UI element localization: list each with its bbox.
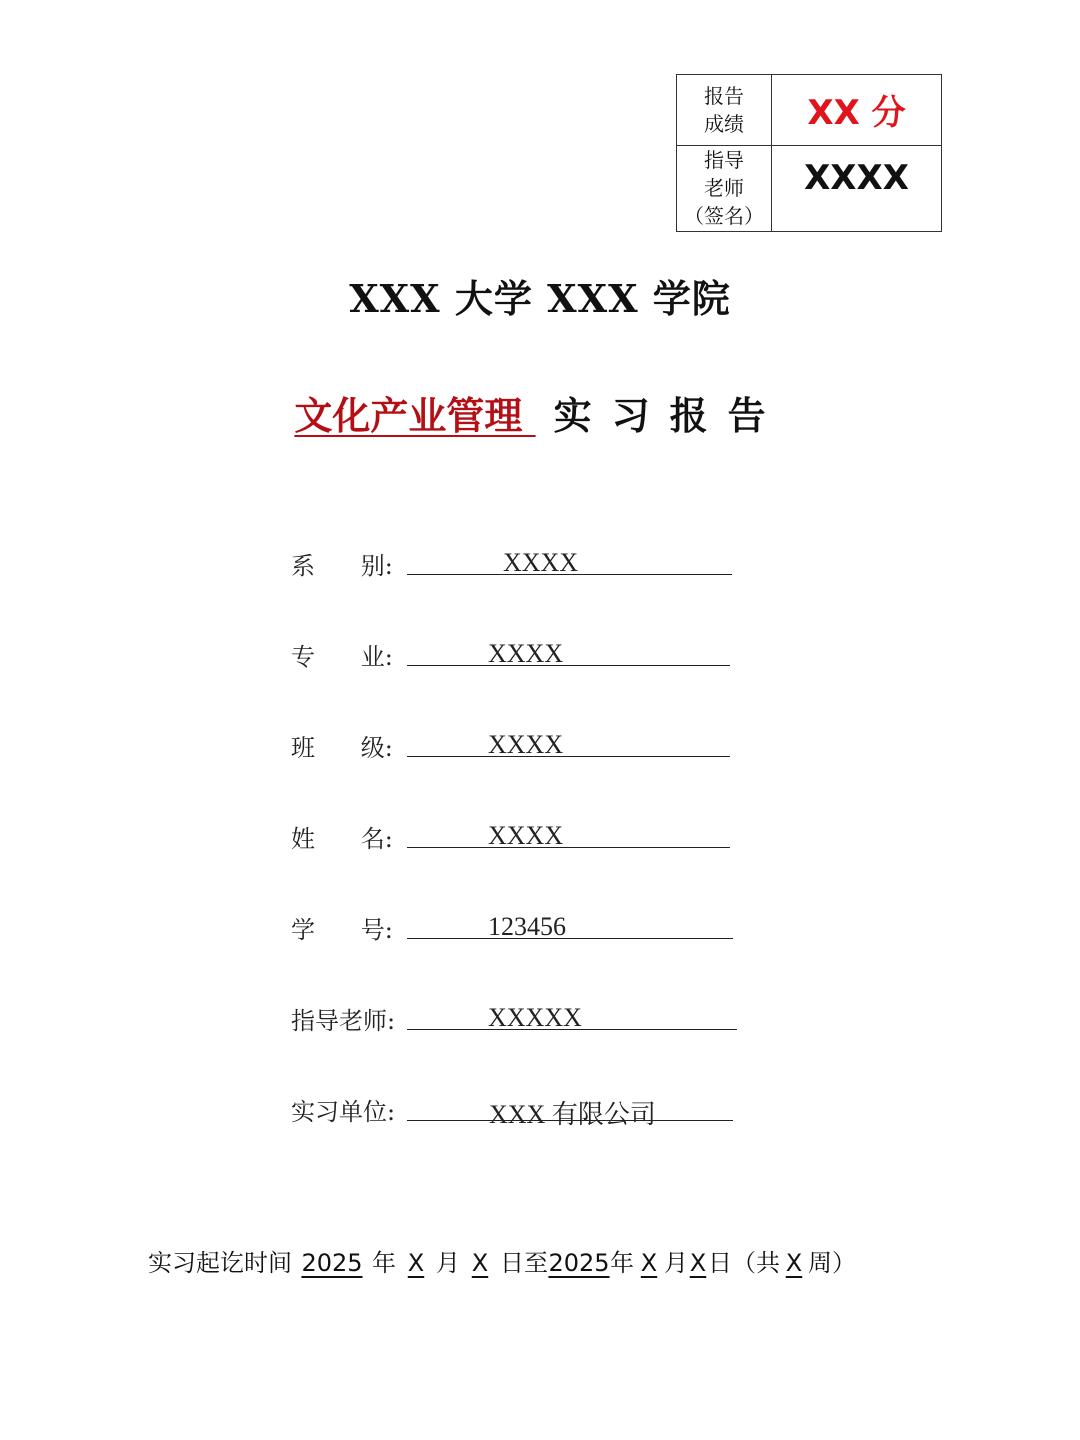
field-label: 实习单位: (291, 1098, 396, 1126)
teacher-sign-row (677, 145, 942, 231)
field-label: 指导老师: (291, 1007, 396, 1035)
field-underline (407, 904, 733, 939)
field-value: XXXXX (488, 1003, 582, 1032)
field-value: XXXX (488, 730, 564, 759)
field-label: 班 级: (291, 734, 393, 762)
score-value (772, 75, 942, 146)
score-label (677, 75, 772, 146)
start-year: 2025 (301, 1249, 363, 1277)
score-table (676, 74, 942, 232)
field-student-id (291, 904, 751, 944)
university-title: XXX 大学 XXX 学院 (349, 276, 731, 321)
teacher-sign-label (677, 145, 772, 231)
field-underline (407, 722, 730, 757)
field-label: 学 号: (291, 916, 393, 944)
end-month-word: 月 (664, 1249, 688, 1277)
field-class (291, 722, 751, 762)
field-value: XXXX (488, 821, 564, 850)
period-prefix: 实习起讫时间 (148, 1249, 292, 1277)
report-title (0, 385, 1080, 440)
weeks-count: X (785, 1249, 803, 1277)
field-underline (407, 813, 730, 848)
field-label: 姓 名: (291, 825, 393, 853)
teacher-sign-value (772, 145, 942, 231)
year-word: 年 (372, 1249, 396, 1277)
score-value-text: XX 分 (807, 93, 906, 133)
field-value: XXX 有限公司 (489, 1100, 656, 1129)
score-label-text: 报告 成绩 (704, 83, 744, 136)
start-month: X (407, 1249, 425, 1277)
field-value: 123456 (488, 912, 566, 941)
field-advisor (291, 995, 751, 1035)
internship-period (148, 1243, 856, 1278)
end-year-word: 年 (610, 1249, 634, 1277)
end-day-word: 日（共 (708, 1249, 780, 1277)
end-month: X (640, 1249, 658, 1277)
weeks-word: 周） (808, 1249, 856, 1277)
major-name: 文化产业管理 (294, 394, 536, 438)
field-major (291, 631, 751, 671)
field-underline (407, 631, 730, 666)
teacher-sign-label-text: 指导 老师 （签名） (684, 148, 764, 229)
score-row (677, 75, 942, 146)
field-value: XXXX (488, 639, 564, 668)
start-day: X (471, 1249, 489, 1277)
end-day: X (689, 1249, 707, 1277)
day-to-word: 日至 (500, 1249, 548, 1277)
month-word: 月 (436, 1249, 460, 1277)
end-year: 2025 (548, 1249, 610, 1277)
field-label: 系 别: (291, 552, 393, 580)
field-value: XXXX (503, 548, 579, 577)
field-company (291, 1086, 751, 1129)
teacher-sign-value-text: XXXX (804, 157, 909, 198)
field-department (291, 540, 751, 580)
report-word: 实习报告 (553, 394, 786, 438)
field-name (291, 813, 751, 853)
field-label: 专 业: (291, 643, 393, 671)
